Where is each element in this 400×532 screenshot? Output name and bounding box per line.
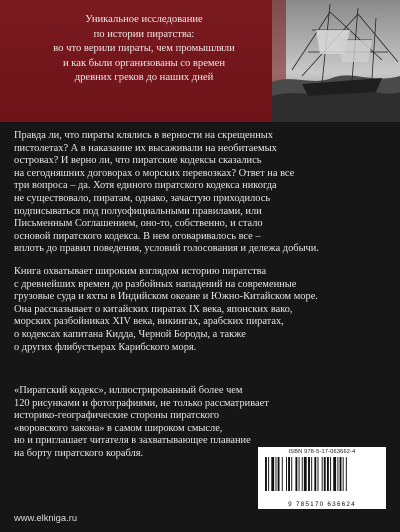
tagline-line: Уникальное исследование: [85, 14, 203, 25]
barcode-bars: [264, 457, 380, 499]
text-line: 120 рисунками и фотографиями, не только рассматривает: [14, 397, 269, 409]
text-line: Книга охватывает широким взглядом историю пиратства: [14, 266, 267, 277]
barcode-bar: [322, 457, 323, 491]
text-line: пистолетах? А в наказание их высаживали на необитаемых: [14, 142, 277, 154]
barcode-bar: [271, 457, 274, 491]
text-line: Письменным Соглашением, оно-то, собственно, и стало: [14, 218, 263, 230]
text-line: подписываться под полуофициальными правилами, или: [14, 205, 262, 217]
barcode-bar: [302, 457, 303, 491]
barcode-bar: [278, 457, 280, 491]
barcode-bar: [291, 457, 292, 491]
text-line: вплоть до правил поведения, условий голосования и дележа добычи.: [14, 243, 319, 255]
header-band: [0, 0, 400, 122]
barcode-bar: [268, 457, 269, 491]
barcode-bar: [327, 457, 329, 491]
tagline-line: древних греков до наших дней: [74, 72, 214, 84]
text-line: о других флибустьерах Карибского моря.: [14, 341, 197, 353]
publisher-website[interactable]: www.elkniga.ru: [14, 512, 78, 523]
text-line: на сегодняшних договорах о морских перевозках? Ответ на все: [14, 167, 295, 179]
barcode-digits: 9 785170 636624: [288, 501, 356, 508]
barcode-bar: [265, 457, 267, 491]
barcode-bar: [314, 457, 316, 491]
header-tagline: [6, 13, 282, 86]
text-line: островах? И верно ли, что пиратские кодексы сказались: [14, 155, 262, 167]
barcode-bar: [288, 457, 290, 491]
barcode-bar: [282, 457, 283, 491]
barcode-bar: [295, 457, 297, 491]
isbn-label: ISBN 978-5-17-063662-4: [288, 449, 356, 455]
tagline-line: по истории пиратства:: [93, 28, 195, 40]
barcode-bar: [286, 457, 287, 491]
barcode-bar: [340, 457, 342, 491]
text-line: Правда ли, что пираты клялись в верности на скрещенных: [14, 130, 273, 141]
tagline-line: во что верили пираты, чем промышляли: [53, 43, 235, 55]
barcode-bar: [330, 457, 331, 491]
text-line: о кодексах капитана Кидда, Черной Бороды, а также: [14, 328, 246, 340]
ship-engraving: [272, 0, 400, 122]
barcode-bar: [343, 457, 344, 491]
barcode-bar: [337, 457, 338, 491]
text-line: морских разбойниках XIV века, викингах, арабских пиратах,: [14, 316, 284, 328]
barcode-bar: [276, 457, 277, 491]
description-paragraph-1: [14, 130, 386, 256]
text-line: историко-географические стороны пиратского: [14, 410, 220, 422]
text-line: основой пиратского кодекса. В нем оговаривалось все –: [14, 230, 261, 242]
barcode-bar: [299, 457, 300, 491]
text-line: три вопроса – да. Хотя единого пиратского кодекса никогда: [14, 180, 277, 192]
barcode-bar: [308, 457, 310, 491]
text-line: на борту пиратского корабля.: [14, 447, 144, 459]
description-paragraph-2: [14, 266, 386, 354]
barcode-bar: [333, 457, 336, 491]
barcode-bar: [324, 457, 326, 491]
isbn-barcode: [258, 447, 386, 509]
text-line: не существовало, пиратам, однако, зачастую приходилось: [14, 192, 271, 204]
tagline-line: и как были организованы со времен: [62, 57, 226, 69]
barcode-bar: [346, 457, 347, 491]
text-line: «воровского закона» в самом широком смысле,: [14, 422, 223, 434]
text-line: но и приглашает читателя в захватывающее плавание: [14, 435, 251, 447]
text-line: «Пиратский кодекс», иллюстрированный более чем: [14, 385, 243, 396]
barcode-bar: [318, 457, 319, 491]
barcode-bar: [304, 457, 307, 491]
text-line: с древнейших времен до разбойных нападений на современные: [14, 278, 297, 290]
text-line: Она рассказывает о китайских пиратах IX века, японских вако,: [14, 303, 293, 315]
barcode-bar: [311, 457, 312, 491]
text-line: грузовые суда и яхты в Индийском океане и Южно-Китайском море.: [14, 291, 318, 303]
